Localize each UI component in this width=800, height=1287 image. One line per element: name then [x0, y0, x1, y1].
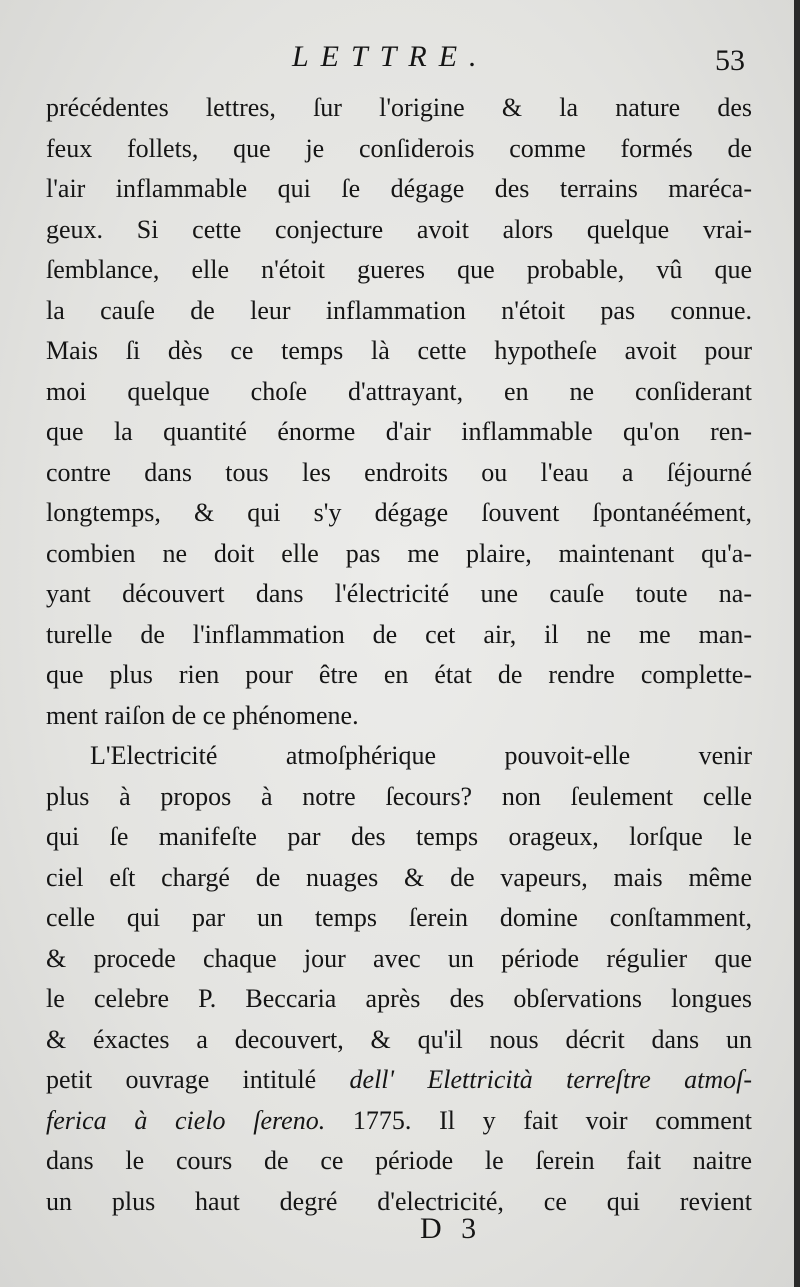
- text-line: [46, 1101, 752, 1142]
- text-line: contre dans tous les endroits ou l'eau a ſéjourné: [46, 457, 752, 487]
- text-line: ciel eſt chargé de nuages & de vapeurs, mais même: [46, 862, 752, 892]
- text-line: ſemblance, elle n'étoit gueres que probable, vû que: [46, 255, 752, 284]
- text-line: & éxactes a decouvert, & qu'il nous décrit dans un: [46, 1024, 752, 1054]
- citation-year: 1775.: [352, 1105, 412, 1135]
- citation-title: ferica à cielo ſereno.: [46, 1105, 326, 1135]
- text-line: plus à propos à notre ſecours? non ſeulement celle: [46, 781, 752, 811]
- text-line: & procede chaque jour avec un période régulier que: [46, 943, 752, 973]
- text-line: L'Electricité atmoſphérique pouvoit-elle venir: [90, 741, 752, 770]
- running-head: LETTRE.: [292, 40, 489, 73]
- text-line: celle qui par un temps ſerein domine conſtamment,: [46, 903, 752, 932]
- page-header: [0, 34, 800, 84]
- text-line: longtemps, & qui s'y dégage ſouvent ſpontanéément,: [46, 498, 752, 527]
- page-number: 53: [715, 44, 745, 77]
- text-line: ment raiſon de ce phénomene.: [46, 700, 359, 730]
- text-line: yant découvert dans l'électricité une cauſe toute na-: [46, 579, 752, 608]
- citation-title: dell' Elettricità terreſtre atmoſ-: [349, 1065, 753, 1094]
- text-line: qui ſe manifeſte par des temps orageux, lorſque le: [46, 822, 752, 851]
- text-line: précédentes lettres, ſur l'origine & la nature des: [46, 93, 752, 122]
- text-line: que la quantité énorme d'air inflammable qu'on ren-: [46, 417, 752, 446]
- page-edge-shadow: [794, 0, 800, 1287]
- text-line: [46, 1060, 752, 1101]
- text-body: [46, 88, 752, 1222]
- text-line: Mais ſi dès ce temps là cette hypotheſe avoit pour: [46, 336, 752, 365]
- signature-mark: D 3: [420, 1212, 483, 1245]
- text-line: combien ne doit elle pas me plaire, maintenant qu'a-: [46, 538, 752, 568]
- text-line: turelle de l'inflammation de cet air, il ne me man-: [46, 619, 752, 649]
- text-line: que plus rien pour être en état de rendre complette-: [46, 660, 752, 689]
- text-segment: Il y fait voir comment: [439, 1105, 752, 1135]
- text-line: l'air inflammable qui ſe dégage des terrains maréca-: [46, 174, 752, 203]
- text-line: geux. Si cette conjecture avoit alors quelque vrai-: [46, 214, 752, 244]
- text-segment: petit ouvrage intitulé: [46, 1065, 317, 1094]
- text-line: la cauſe de leur inflammation n'étoit pas connue.: [46, 295, 752, 325]
- text-line: un plus haut degré d'electricité, ce qui revient: [46, 1186, 752, 1216]
- text-line: le celebre P. Beccaria après des obſervations longues: [46, 984, 752, 1013]
- text-line: feux follets, que je conſiderois comme formés de: [46, 133, 752, 163]
- text-line: moi quelque choſe d'attrayant, en ne conſiderant: [46, 376, 752, 406]
- text-line: dans le cours de ce période le ſerein fait naitre: [46, 1146, 752, 1175]
